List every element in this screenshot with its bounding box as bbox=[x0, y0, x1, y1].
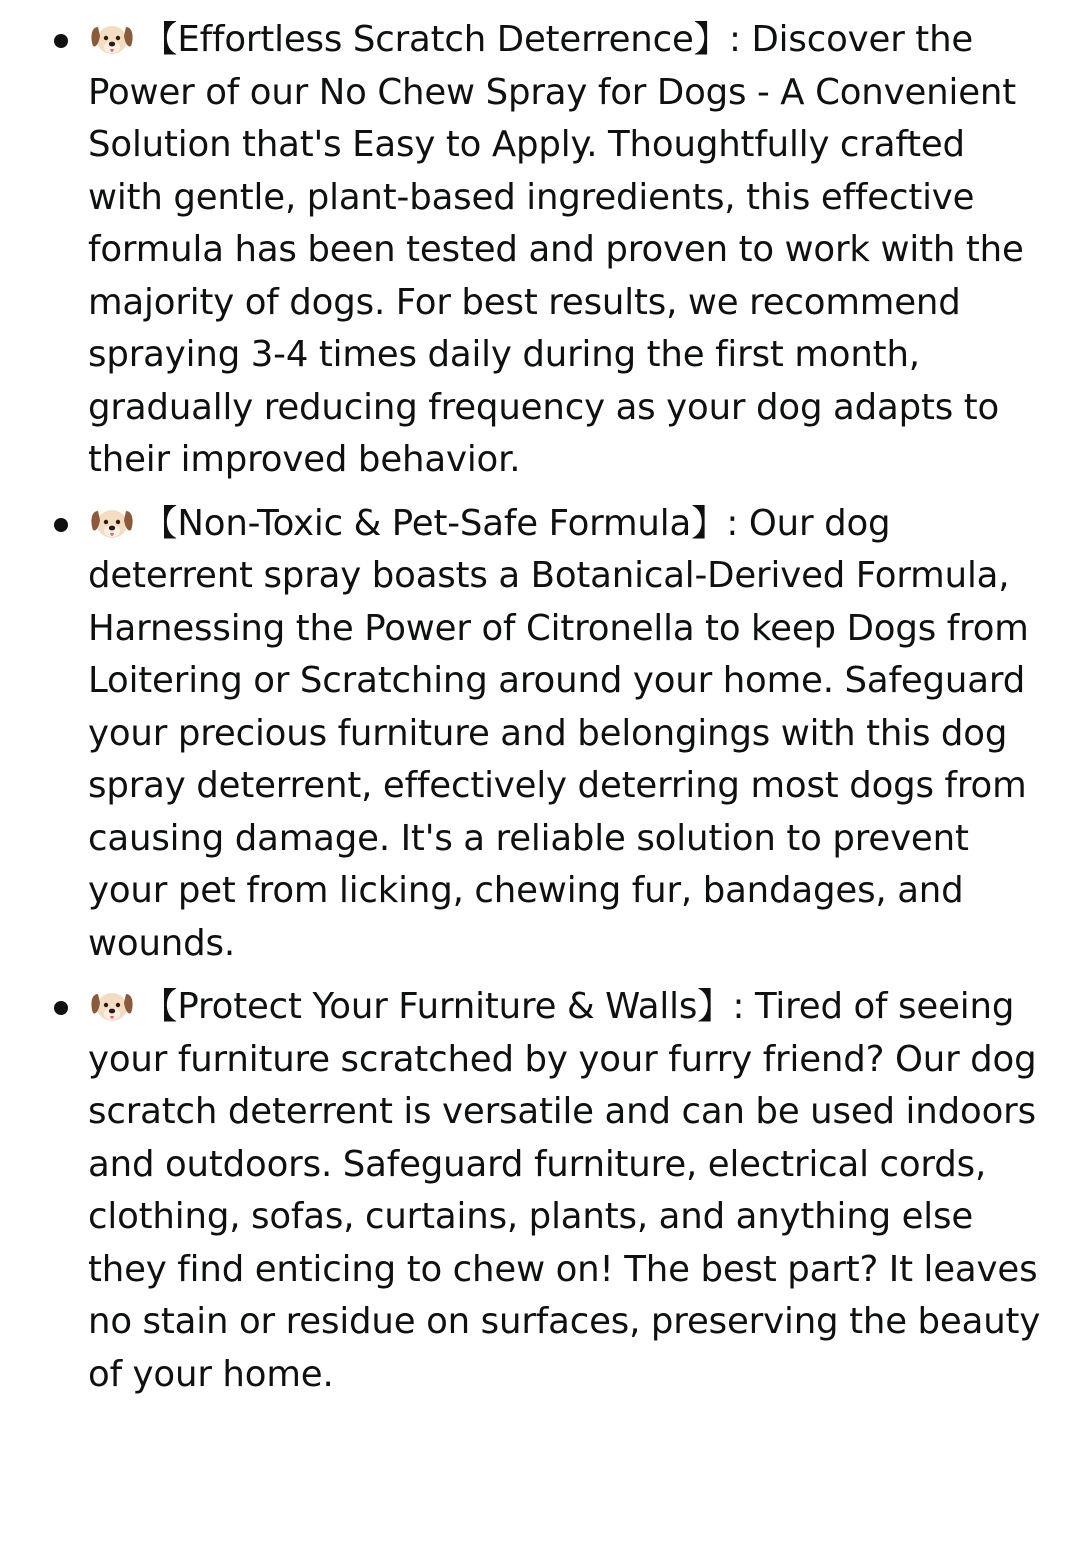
bullet-dot bbox=[54, 518, 68, 532]
feature-title: 【Effortless Scratch Deterrence】 bbox=[142, 19, 730, 60]
feature-item-pet-safe-formula bbox=[0, 498, 1068, 971]
feature-description: : Discover the Power of our No Chew Spray for Dogs - A Convenient Solution that's Easy to Apply. Thoughtfully crafted with gentle, plant-based ingredients, this effective formula has been tested and proven to work with the majority of dogs. For best results, we recommend spraying 3-4 times daily during the first month, gradually reducing frequency as your dog adapts to their improved behavior. bbox=[88, 19, 1024, 480]
dog-face-icon bbox=[88, 18, 136, 58]
feature-item-protect-furniture bbox=[0, 981, 1068, 1401]
dog-face-icon bbox=[88, 502, 136, 542]
feature-description: : Tired of seeing your furniture scratched by your furry friend? Our dog scratch deterrent is versatile and can be used indoors and outdoors. Safeguard furniture, electrical cords, clothing, sofas, curtains, plants, and anything else they find enticing to chew on! The best part? It leaves no stain or residue on surfaces, preserving the beauty of your home. bbox=[88, 986, 1041, 1395]
feature-title: 【Protect Your Furniture & Walls】 bbox=[142, 986, 733, 1027]
feature-item-scratch-deterrence bbox=[0, 14, 1068, 487]
dog-face-icon bbox=[88, 985, 136, 1025]
feature-description: : Our dog deterrent spray boasts a Botanical-Derived Formula, Harnessing the Power of Citronella to keep Dogs from Loitering or Scratching around your home. Safeguard your precious furniture and belongings with this dog spray deterrent, effectively deterring most dogs from causing damage. It's a reliable solution to prevent your pet from licking, chewing fur, bandages, and wounds. bbox=[88, 502, 1029, 964]
bullet-dot bbox=[54, 34, 68, 48]
bullet-dot bbox=[54, 1001, 68, 1015]
feature-title: 【Non-Toxic & Pet-Safe Formula】 bbox=[142, 502, 727, 544]
